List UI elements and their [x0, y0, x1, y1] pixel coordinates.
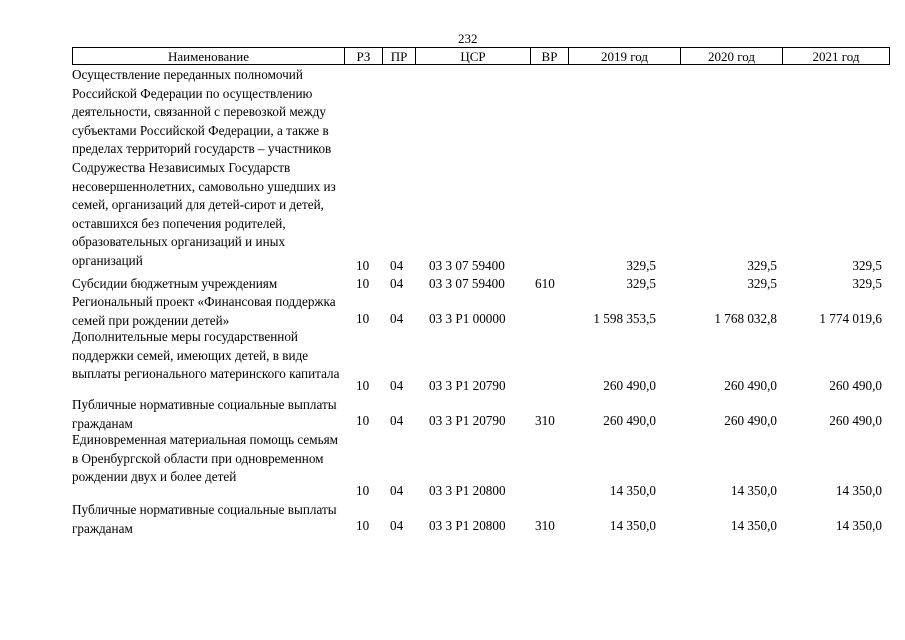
row-csr: 03 3 P1 20790 [429, 413, 506, 428]
row-rz: 10 [356, 378, 370, 393]
col-name-header: Наименование [73, 48, 345, 64]
row-rz: 10 [356, 483, 370, 498]
row-2021: 329,5 [852, 258, 882, 273]
col-2019-header: 2019 год [569, 48, 681, 64]
row-rz: 10 [356, 258, 370, 273]
row-csr: 03 3 P1 20800 [429, 483, 506, 498]
row-pr: 04 [390, 276, 404, 291]
row-2020: 329,5 [747, 276, 777, 291]
row-2019: 260 490,0 [603, 413, 656, 428]
row-2019: 1 598 353,5 [593, 311, 656, 326]
row-2020: 260 490,0 [724, 413, 777, 428]
row-rz: 10 [356, 276, 370, 291]
row-csr: 03 3 P1 00000 [429, 311, 506, 326]
row-2021: 260 490,0 [829, 413, 882, 428]
row-2020: 329,5 [747, 258, 777, 273]
row-pr: 04 [390, 258, 404, 273]
row-vr: 310 [535, 413, 555, 428]
row-pr: 04 [390, 518, 404, 533]
row-pr: 04 [390, 311, 404, 326]
row-csr: 03 3 P1 20790 [429, 378, 506, 393]
row-2019: 14 350,0 [609, 483, 656, 498]
row-csr: 03 3 P1 20800 [429, 518, 506, 533]
row-2021: 14 350,0 [835, 518, 882, 533]
page-number: 232 [458, 31, 478, 46]
row-2019: 329,5 [626, 258, 656, 273]
row-rz: 10 [356, 311, 370, 326]
row-csr: 03 3 07 59400 [429, 276, 505, 291]
row-name: Субсидии бюджетным учреждениям [72, 276, 278, 291]
row-name: Публичные нормативные социальные выплаты гражданам [72, 397, 337, 431]
row-vr: 310 [535, 518, 555, 533]
row-name: Публичные нормативные социальные выплаты гражданам [72, 502, 337, 536]
row-pr: 04 [390, 413, 404, 428]
row-rz: 10 [356, 518, 370, 533]
row-name: Осуществление переданных полномочий Российской Федерации по осуществлению деятельности, связанной с перевозкой между субъектами Российской Федерации, а также в пределах территорий государств – участников Содружества Независимых Государств несовершеннолетних, самовольно ушедших из семей, организаций для детей-сирот и детей, оставшихся без попечения родителей, образовательных организаций и иных организаций [72, 67, 336, 268]
row-pr: 04 [390, 378, 404, 393]
row-pr: 04 [390, 483, 404, 498]
table-header [72, 47, 890, 65]
col-2021-header: 2021 год [812, 49, 860, 64]
row-2019: 329,5 [626, 276, 656, 291]
row-2020: 260 490,0 [724, 378, 777, 393]
col-2020-header: 2020 год [681, 48, 783, 64]
col-pr-header: ПР [383, 48, 416, 64]
row-vr: 610 [535, 276, 555, 291]
row-2021: 14 350,0 [835, 483, 882, 498]
row-rz: 10 [356, 413, 370, 428]
col-rz-header: РЗ [345, 48, 383, 64]
row-csr: 03 3 07 59400 [429, 258, 505, 273]
row-2019: 14 350,0 [609, 518, 656, 533]
row-2020: 14 350,0 [730, 483, 777, 498]
row-name: Единовременная материальная помощь семьям в Оренбургской области при одновременном рождении двух и более детей [72, 432, 338, 485]
row-name: Дополнительные меры государственной поддержки семей, имеющих детей, в виде выплаты регионального материнского капитала [72, 329, 340, 382]
col-vr-header: ВР [531, 48, 569, 64]
row-name: Региональный проект «Финансовая поддержка семей при рождении детей» [72, 294, 336, 328]
row-2021: 1 774 019,6 [819, 311, 882, 326]
row-2021: 260 490,0 [829, 378, 882, 393]
row-2021: 329,5 [852, 276, 882, 291]
row-2020: 1 768 032,8 [714, 311, 777, 326]
row-2020: 14 350,0 [730, 518, 777, 533]
col-csr-header: ЦСР [416, 48, 531, 64]
row-2019: 260 490,0 [603, 378, 656, 393]
